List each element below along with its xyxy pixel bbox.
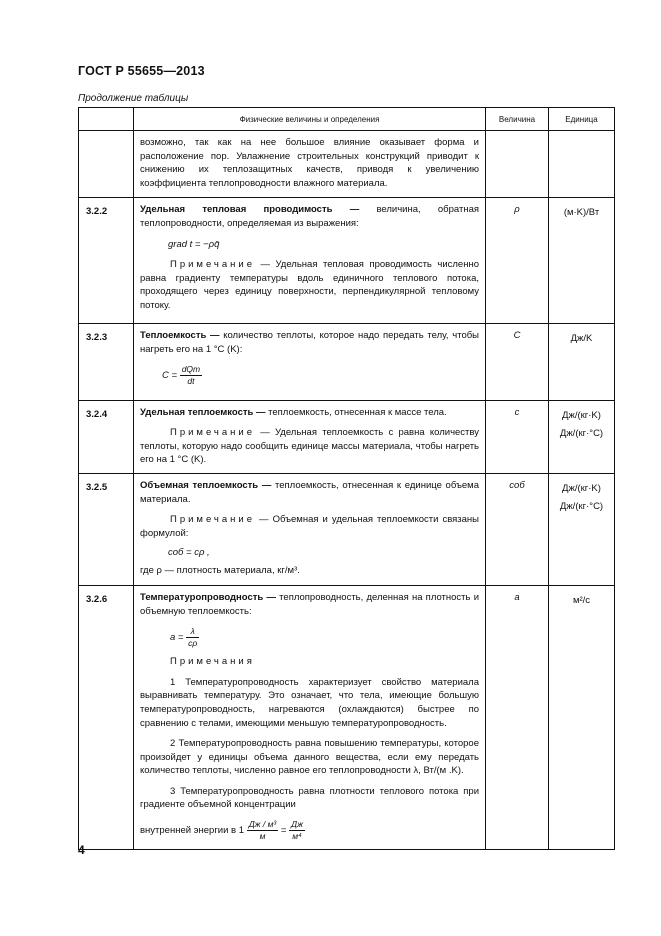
definition: количество теплоты, которое надо передать телу, чтобы нагреть его на 1 °С (K): [140, 330, 479, 355]
formula: a = $\frac{\lambda}{c\rho}$ [170, 626, 198, 649]
formula: C = $\frac{\text{dQт}}{dt}$ [162, 363, 201, 386]
table-row [79, 198, 615, 324]
table-row [79, 585, 615, 849]
table-row [79, 131, 615, 198]
formula: cоб = cρ , [168, 547, 210, 559]
term: Температуропроводность — [140, 591, 276, 603]
unit: Дж/(кг·K) [562, 409, 601, 421]
row-number: 3.2.3 [79, 324, 134, 400]
definition: теплопроводность, деленная на плотность и объемную теплоемкость: [140, 591, 480, 617]
table-row [79, 473, 615, 585]
term: Объемная теплоемкость — [140, 479, 272, 491]
note-2: 2 Температуропроводность равна повышению температуры, которое произойдет у единицы объема данного вещества, если ему передать количество теплоты, численно равное его теплопроводности λ, Вт/(м .K). [140, 738, 479, 777]
quantity-symbol: c [486, 400, 549, 473]
unit-alt: Дж/(кг·°С) [559, 500, 604, 512]
definition: теплоемкость, отнесенная к массе тела. [265, 406, 447, 418]
quantity-symbol: ρ [486, 198, 549, 324]
row-number: 3.2.5 [79, 473, 134, 585]
unit-alt: Дж/(кг·°С) [559, 427, 604, 439]
quantity-symbol: a [486, 585, 549, 849]
header-number [79, 108, 134, 131]
table-continuation-label: Продолжение таблицы [78, 93, 189, 104]
unit: Дж/(кг·K) [562, 482, 601, 494]
header-definitions: Физические величины и определения [134, 108, 486, 131]
note-label: Примечание [170, 259, 255, 271]
page-number: 4 [78, 843, 85, 857]
continued-text: возможно, так как на нее большое влияние оказывает форма и расположение пор. Увлажнение строительных конструкций приводит к снижению их теплозащитных качеств, приводя к увеличению коэффициента теплопроводности влажного материала. [140, 137, 479, 189]
definition: величина, обратная теплопроводности, определяемая из выражения: [140, 204, 479, 229]
row-number: 3.2.4 [79, 400, 134, 473]
note-text: — Удельная тепловая проводимость численно равна градиенту температуры вдоль единичного теплового потока, проходящего через единицу поверхности, перпендикулярной тепловому потоку. [140, 259, 479, 311]
unit: Дж/K [549, 324, 615, 400]
term: Удельная теплоемкость — [140, 406, 266, 418]
unit: (м·K)/Вт [549, 198, 615, 324]
header-unit: Единица [549, 108, 615, 131]
table-row [79, 324, 615, 400]
note-text: — Объемная и удельная теплоемкости связаны формулой: [140, 514, 479, 539]
quantity-symbol: C [486, 324, 549, 400]
notes-label: Примечания [170, 656, 255, 668]
row-number: 3.2.2 [79, 198, 134, 324]
document-code: ГОСТ Р 55655—2013 [78, 64, 205, 78]
definition: теплоемкость, отнесенная к единице объема материала. [140, 479, 479, 505]
term: Теплоемкость — [140, 330, 220, 342]
term: Удельная тепловая проводимость — [140, 204, 360, 216]
table-row [79, 400, 615, 473]
table-header-row [79, 108, 615, 131]
formula: grad t = −ρq̄ [168, 238, 220, 250]
note-label: Примечание [170, 427, 255, 439]
quantity-symbol: cоб [486, 473, 549, 585]
definitions-table [78, 107, 615, 850]
note-3: 3 Температуропроводность равна плотности теплового потока при градиенте объемной концентрации [140, 785, 479, 811]
where-clause: где ρ — плотность материала, кг/м³. [140, 564, 300, 576]
header-quantity: Величина [486, 108, 549, 131]
note-text: — Удельная теплоемкость c равна количеству теплоты, которую надо сообщить единице массы материала, чтобы нагреть его на 1 °С (K). [140, 427, 479, 466]
row-number: 3.2.6 [79, 585, 134, 849]
note-1: 1 Температуропроводность характеризует свойство материала выравнивать температуру. Это означает, что тела, имеющие большую температуропроводность, нагреваются (охлаждаются) быстрее по сравнению с телами, имеющими меньшую температуропроводность. [140, 676, 479, 729]
note-3-formula: внутренней энергии в 1 $\frac{\text{Дж / м³}}{м}$ = $\frac{Дж}{\text{м⁴}}$ [140, 819, 303, 842]
note-label: Примечание [170, 514, 255, 526]
unit: м²/с [549, 585, 615, 849]
